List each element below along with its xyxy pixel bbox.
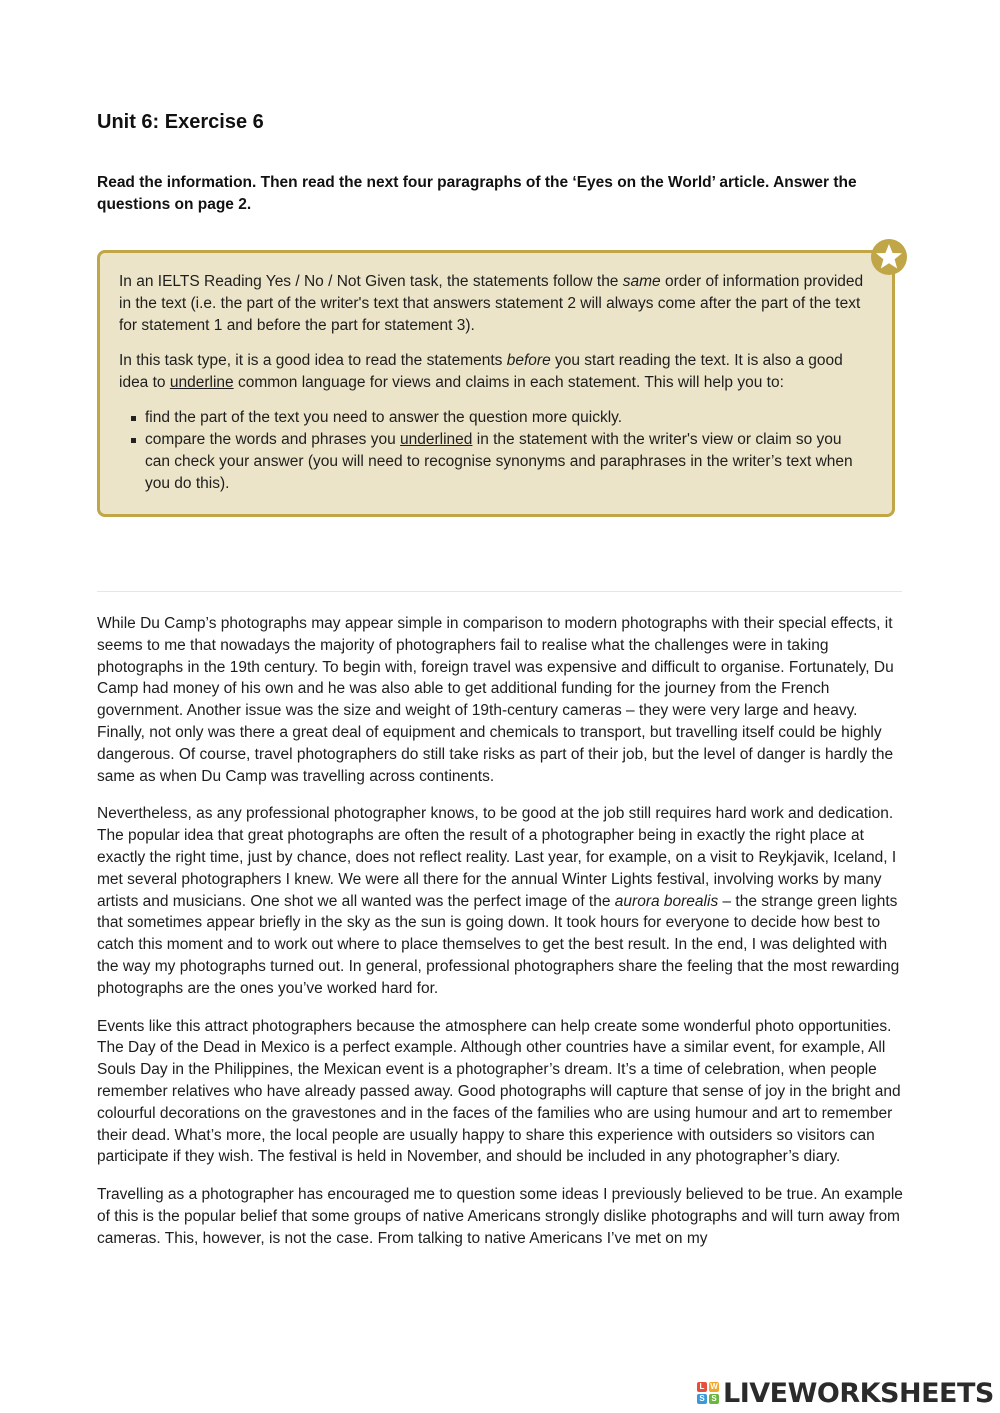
underlined-word: underlined xyxy=(400,431,473,448)
logo-letter: W xyxy=(710,1382,718,1391)
tip-list xyxy=(119,407,870,495)
logo-letter: S xyxy=(697,1394,707,1404)
underline-word: underline xyxy=(169,374,234,391)
article-paragraph-4: Travelling as a photographer has encouraged me to question some ideas I previously believed to be true. An example of this is the popular belief that some groups of native Americans strongly dislike photographs and will turn away from cameras. This, however, is not the case. From talking to native Americans I’ve met on my xyxy=(97,1186,903,1247)
article-paragraph-2: Nevertheless, as any professional photographer knows, to be good at the job still requires hard work and dedication. The popular idea that great photographs are often the result of a photographer being in exactly the right place at exactly the right time, just by chance, does not reflect reality. Last year, for example, on a visit to Reykjavik, Iceland, I met several photographers I knew. We were all there for the annual Winter Lights festival, involving works by many artists and musicians. One shot we all wanted was the perfect image of the aurora borealis – the strange green lights that sometimes appear briefly in the sky as the sun is going down. It took hours for everyone to decide how best to catch this moment and to work out where to place themselves to get the best result. In the end, I was delighted with the way my photographs turned out. In general, professional photographers share the feeling that the most rewarding photographs are the ones you’ve worked hard for. xyxy=(97,805,900,997)
page-title: Unit 6: Exercise 6 xyxy=(97,111,264,133)
liveworksheets-logo-icon xyxy=(697,1382,719,1404)
emphasis-before: before xyxy=(506,352,551,369)
article-paragraph-1: While Du Camp’s photographs may appear simple in comparison to modern photographs with their special effects, it seems to me that nowadays the majority of photographers fail to realise what the challenges were in taking photographs in the 19th century. To begin with, foreign travel was expensive and difficult to organise. Fortunately, Du Camp had money of his own and he was also able to get additional funding for the journey from the French government. Another issue was the size and weight of 19th-century cameras – they were very large and heavy. Finally, not only was there a great deal of equipment and chemicals to transport, but travelling itself could be highly dangerous. Of course, travel photographers do still take risks as part of their job, but the level of danger is hardly the same as when Du Camp was travelling across continents. xyxy=(97,615,894,785)
tip-list-item: compare the words and phrases you underlined in the statement with the writer's view or claim so you can check your answer (you will need to recognise synonyms and paraphrases in the writer’s text when you do this). xyxy=(119,429,870,495)
logo-text: LIVEWORKSHEETS xyxy=(723,1377,994,1409)
tip-box xyxy=(97,250,895,517)
emphasis-same: same xyxy=(622,273,661,290)
logo-letter: S xyxy=(709,1394,719,1404)
article-paragraph-3: Events like this attract photographers because the atmosphere can help create some wonderful photo opportunities. The Day of the Dead in Mexico is a perfect example. Although other countries have a similar event, for example, All Souls Day in the Philippines, the Mexican event is a photographer’s dream. It’s a time of celebration, when people remember relatives who have already passed away. Good photographs will capture that sense of joy in the bright and colourful decorations on the gravestones and in the faces of the families who are using humour and art to remember their dead. What’s more, the local people are usually happy to share this experience with outsiders so visitors can participate if they wish. The festival is held in November, and should be included in any photographer’s diary. xyxy=(97,1017,901,1166)
article-text xyxy=(97,613,903,1266)
logo-letter: L xyxy=(697,1382,707,1392)
instructions: Read the information. Then read the next four paragraphs of the ‘Eyes on the World’ article. Answer the questions on page 2. xyxy=(97,174,857,213)
tip-paragraph-2: In this task type, it is a good idea to read the statements before you start reading the text. It is also a good idea to underline common language for views and claims in each statement. This will help you to: xyxy=(119,352,843,391)
tip-list-item: find the part of the text you need to answer the question more quickly. xyxy=(119,407,870,429)
liveworksheets-logo[interactable] xyxy=(697,1376,994,1410)
divider xyxy=(97,591,902,592)
emphasis-aurora-borealis: aurora borealis xyxy=(614,892,719,910)
star-icon xyxy=(871,239,907,275)
tip-paragraph-1: In an IELTS Reading Yes / No / Not Given task, the statements follow the same order of information provided in the text (i.e. the part of the writer's text that answers statement 2 will always come after the part of the text for statement 1 and before the part for statement 3). xyxy=(119,273,864,334)
